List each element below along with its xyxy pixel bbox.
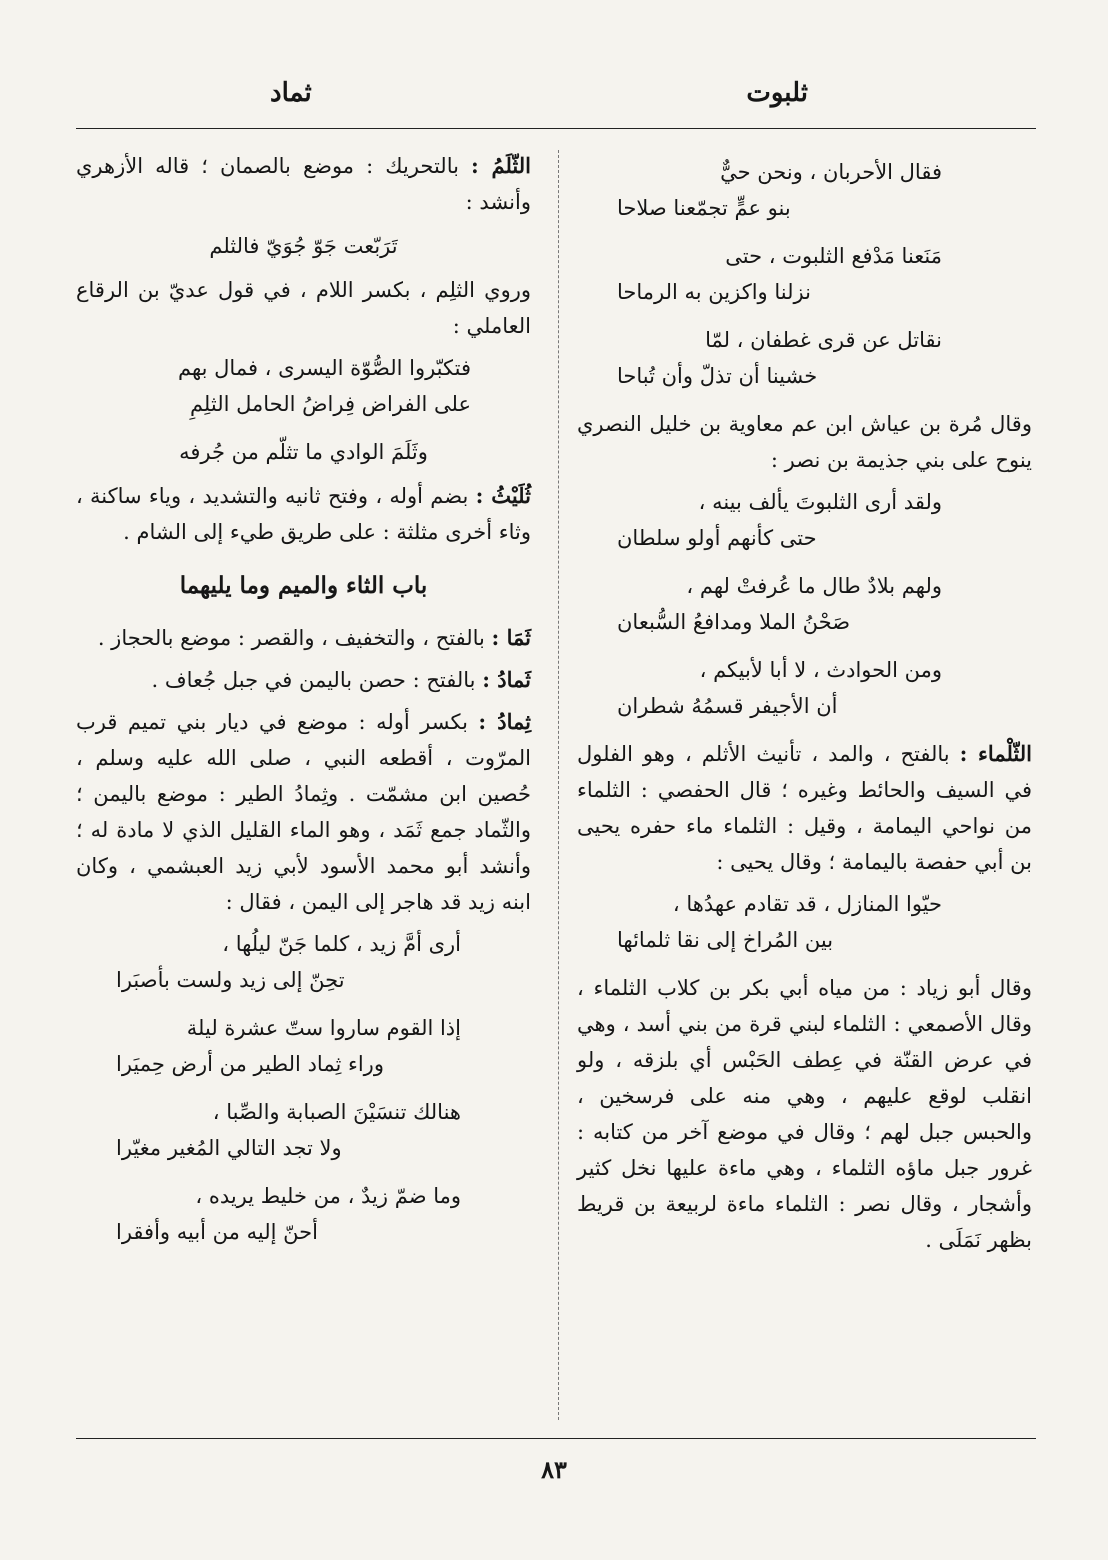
entry-text: بالتحريك : موضع بالصمان ؛ قاله الأزهري وأنشد : <box>76 154 531 214</box>
verse-line: وراء ثِماد الطير من أرض حِميَرا <box>116 1052 384 1076</box>
column-divider <box>558 150 559 1420</box>
verse-line: بنو عمٍّ تجمّعنا صلاحا <box>617 196 791 220</box>
paragraph: وقال أبو زياد : من مياه أبي بكر بن كلاب الثلماء ، وقال الأصمعي : الثلماء لبني قرة من بني أسد ، وهي في عرض القنّة في عِطف الحَبْس أي بلزقه ، ولو انقلب لوقع عليهم ، وهي منه على فرسخين ، والحبس جبل لهم ؛ وقال في موضع آخر من كتابه : غرور جبل ماؤه الثلماء ، وهي ماءة عليها نخل كثير وأشجار ، وقال نصر : الثلماء ماءة لربيعة بن قريط بظهر نَمَلَى . <box>577 976 1032 1252</box>
verse-line: وثَلَمَ الوادي ما تثلّم من جُرفه <box>179 440 428 464</box>
running-head-right: ثلبوت <box>746 78 808 108</box>
entry-text: بالفتح ، والتخفيف ، والقصر : موضع بالحجاز . <box>97 626 485 650</box>
verse-line: صَحْنُ الملا ومدافعُ السُّبعان <box>617 610 851 634</box>
verse-line: هنالك تنسَيْنَ الصبابة والصِّبا ، <box>212 1100 461 1124</box>
verse-line: ولهم بلادٌ طال ما عُرفتْ لهم ، <box>686 574 942 598</box>
verse <box>577 484 1032 556</box>
entry-text: بالفتح ، والمد ، تأنيث الأثلم ، وهو الفلول في السيف والحائط وغيره ؛ قال الحفصي : الثلماء من نواحي اليمامة ، وقيل : الثلماء ماء حفره يحيى بن أبي حفصة باليمامة ؛ وقال يحيى : <box>577 742 1032 874</box>
verse-line: نقاتل عن قرى غطفان ، لمّا <box>705 328 942 352</box>
verse <box>577 652 1032 724</box>
left-column <box>76 148 531 1262</box>
verse-line: أحنّ إليه من أبيه وأفقرا <box>116 1220 318 1244</box>
headword: ثِمادُ : <box>478 709 531 734</box>
header-rule <box>76 128 1036 129</box>
page-number: ٨٣ <box>541 1455 567 1484</box>
verse <box>577 238 1032 310</box>
headword: الثّلْماء : <box>959 741 1032 766</box>
entry-thamad <box>76 662 531 698</box>
headword: ثَمَا : <box>491 625 531 650</box>
verse-line: مَنَعنا مَدْفع الثلبوت ، حتى <box>725 244 942 268</box>
entry-thimad <box>76 704 531 920</box>
verse-line: أن الأجيفر قسمُهُ شطران <box>617 694 838 718</box>
verse-line: أرى أمَّ زيد ، كلما جَنّ ليلُها ، <box>222 932 461 956</box>
headword: ثُلَيْثُ : <box>475 483 531 508</box>
verse <box>76 350 531 422</box>
entry-thalma <box>577 736 1032 880</box>
entry-thalam <box>76 148 531 220</box>
verse-line: تَرَبّعت جَوّ جُوَيّ فالثلم <box>209 234 398 258</box>
verse-line: بين المُراخ إلى نقا ثلمائها <box>617 928 834 952</box>
verse <box>577 322 1032 394</box>
entry-text: بالفتح : حصن باليمن في جبل جُعاف . <box>151 668 476 692</box>
verse <box>76 1010 531 1082</box>
verse-line: ولقد أرى الثلبوتَ يألف بينه ، <box>698 490 942 514</box>
verse-line: ولا تجد التالي المُغير مغيّرا <box>116 1136 342 1160</box>
entry-text: بضم أوله ، وفتح ثانيه والتشديد ، وياء ساكنة ، وثاء أخرى مثلثة : على طريق طيء إلى الشام . <box>76 484 531 544</box>
footer-rule <box>76 1438 1036 1439</box>
verse <box>76 1178 531 1250</box>
verse <box>76 926 531 998</box>
headword: ثَمادُ : <box>482 667 531 692</box>
verse-line: إذا القوم ساروا ستّ عشرة ليلة <box>186 1016 461 1040</box>
verse-line: نزلنا واكزين به الرماحا <box>617 280 811 304</box>
verse-line: على الفراض فِراضُ الحامل الثلِمِ <box>189 392 471 416</box>
verse <box>577 154 1032 226</box>
verse <box>76 1094 531 1166</box>
verse <box>577 886 1032 958</box>
verse-line: خشينا أن تذلّ وأن تُباحا <box>617 364 818 388</box>
paragraph: وقال مُرة بن عياش ابن عم معاوية بن خليل النصري ينوح على بني جذيمة بن نصر : <box>577 412 1032 472</box>
section-title: باب الثاء والميم وما يليهما <box>179 572 428 599</box>
verse-line: ومن الحوادث ، لا أبا لأبيكم ، <box>699 658 942 682</box>
verse-line: تحِنّ إلى زيد ولست بأصبَرا <box>116 968 345 992</box>
entry-thulaith <box>76 478 531 550</box>
entry-thama <box>76 620 531 656</box>
verse-line: حيّوا المنازل ، قد تقادم عهدُها ، <box>672 892 942 916</box>
running-head-left: ثماد <box>270 78 312 108</box>
headword: الثّلَمُ : <box>471 153 531 178</box>
verse-line: وما ضمّ زيدٌ ، من خليط يريده ، <box>195 1184 461 1208</box>
paragraph: وروي الثلِم ، بكسر اللام ، في قول عديّ بن الرقاع العاملي : <box>76 278 531 338</box>
verse-line: حتى كأنهم أولو سلطان <box>617 526 817 550</box>
entry-text: بكسر أوله : موضع في ديار بني تميم قرب المرّوت ، أقطعه النبي ، صلى الله عليه وسلم ، حُصين ابن مشمّت . وثِمادُ الطير : موضع باليمن ؛ والثّماد جمع ثَمَد ، وهو الماء القليل الذي لا مادة له ؛ وأنشد أبو محمد الأسود لأبي زيد العبشمي ، وكان ابنه زيد قد هاجر إلى اليمن ، فقال : <box>76 710 531 914</box>
verse-line: فتكبّروا الصُّوّة اليسرى ، فمال بهم <box>178 356 471 380</box>
verse <box>577 568 1032 640</box>
verse-line: فقال الأحربان ، ونحن حيٌّ <box>720 160 942 184</box>
right-column <box>577 148 1032 1264</box>
